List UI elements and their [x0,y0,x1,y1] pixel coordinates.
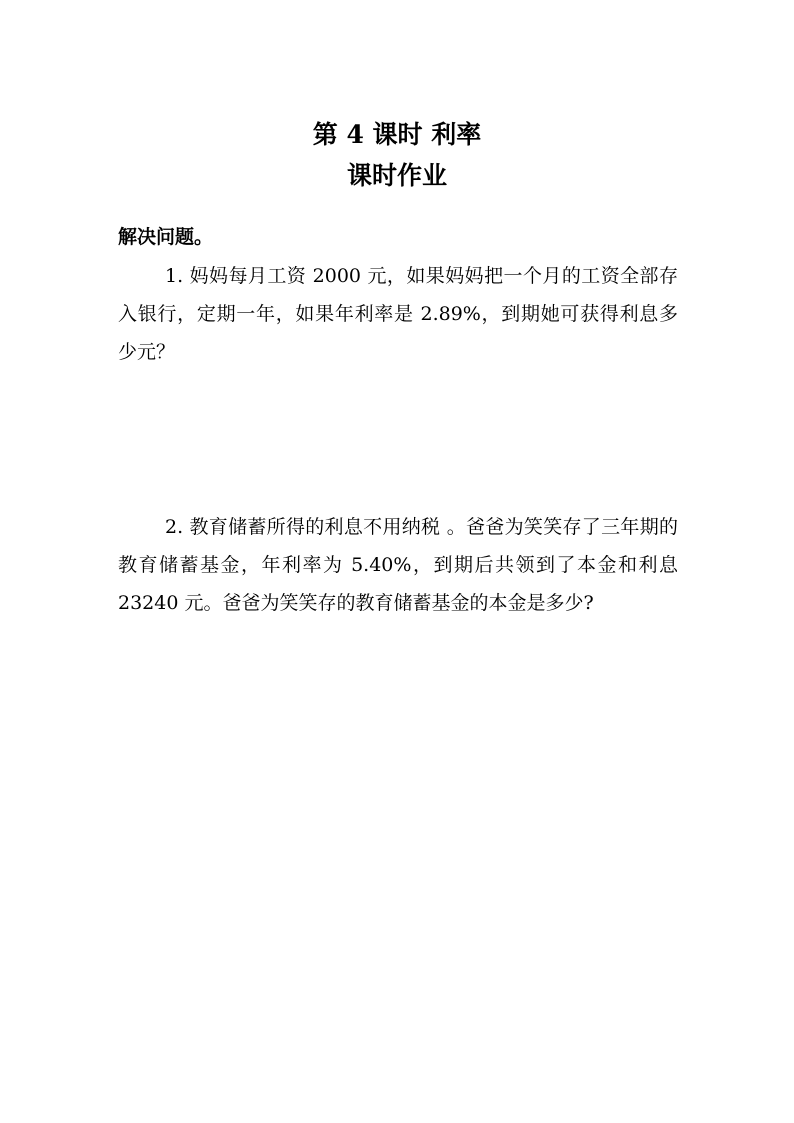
page-title: 第 4 课时 利率 [312,120,482,149]
page-subtitle: 课时作业 [346,161,447,190]
section-heading: 解决问题。 [118,226,214,248]
question-1: 1. 妈妈每月工资 2000 元，如果妈妈把一个月的工资全部存入银行，定期一年，如果年利率是 2.89%，到期她可获得利息多少元？ [118,265,678,363]
question-2: 2. 教育储蓄所得的利息不用纳税 。爸爸为笑笑存了三年期的教育储蓄基金，年利率为 5.40%，到期后共领到了本金和利息 23240 元。爸爸为笑笑存的教育储蓄基金的本金是多少? [118,516,678,614]
